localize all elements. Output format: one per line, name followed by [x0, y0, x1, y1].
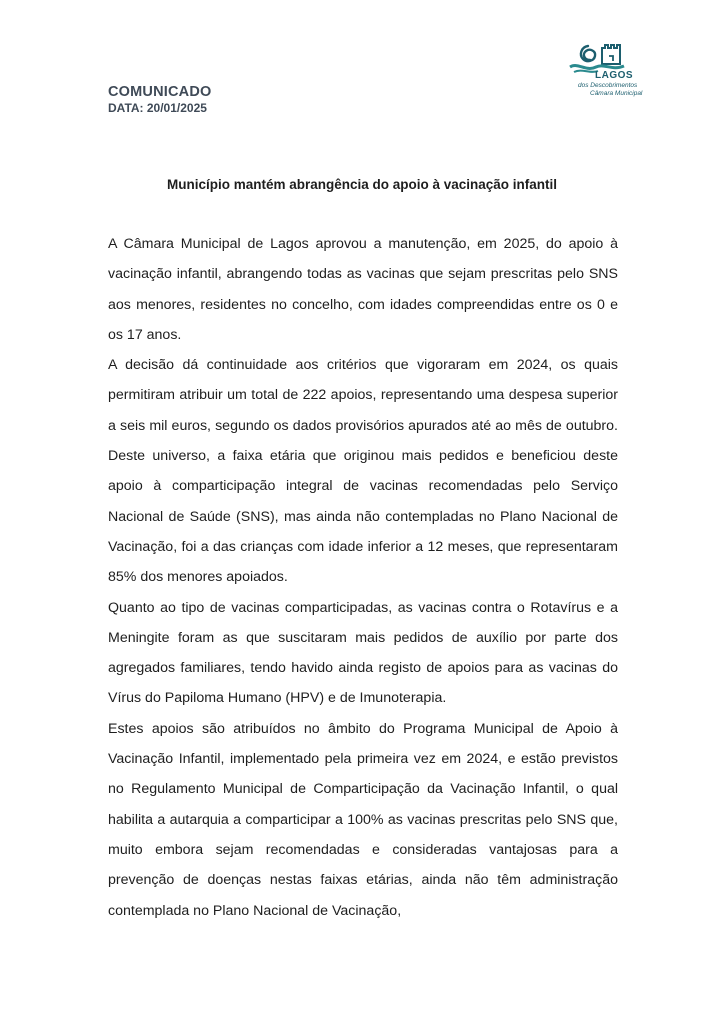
lagos-logo [568, 40, 643, 108]
document-body [108, 229, 618, 926]
page-title: Município mantém abrangência do apoio à vacinação infantil [166, 177, 558, 192]
paragraph: A decisão dá continuidade aos critérios que vigoraram em 2024, os quais permitiram atribuir um total de 222 apoios, representando uma despesa superior a seis mil euros, segundo os dados provisórios apurados até ao mês de outubro. Deste universo, a faixa etária que originou mais pedidos e beneficiou deste apoio à comparticipação integral de vacinas recomendadas pelo Serviço Nacional de Saúde (SNS), mas ainda não contempladas no Plano Nacional de Vacinação, foi a das crianças com idade inferior a 12 meses, que representaram 85% dos menores apoiados. [108, 357, 618, 586]
document-type: COMUNICADO [108, 84, 212, 100]
paragraph: Quanto ao tipo de vacinas comparticipadas, as vacinas contra o Rotavírus e a Meningite foram as que suscitaram mais pedidos de auxílio por parte dos agregados familiares, tendo havido ainda registo de apoios para as vacinas do Vírus do Papiloma Humano (HPV) e de Imunoterapia. [108, 599, 618, 707]
paragraph: A Câmara Municipal de Lagos aprovou a manutenção, em 2025, do apoio à vacinação infantil, abrangendo todas as vacinas que sejam prescritas pelo SNS aos menores, residentes no concelho, com idades compreendidas entre os 0 e os 17 anos. [108, 236, 618, 343]
logo-org: Câmara Municipal [590, 90, 643, 97]
logo-name: LAGOS [595, 70, 634, 81]
document-date: DATA: 20/01/2025 [108, 101, 207, 115]
document-header [108, 84, 212, 115]
logo-subtitle: dos Descobrimentos [578, 82, 638, 89]
paragraph: Estes apoios são atribuídos no âmbito do Programa Municipal de Apoio à Vacinação Infantil, implementado pela primeira vez em 2024, e estão previstos no Regulamento Municipal de Comparticipação da Vacinação Infantil, o qual habilita a autarquia a comparticipar a 100% as vacinas prescritas pelo SNS que, muito embora sejam recomendadas e consideradas vantajosas para a prevenção de doenças nestas faixas etárias, ainda não têm administração contemplada no Plano Nacional de Vacinação, [108, 720, 618, 919]
lagos-emblem-icon [568, 40, 640, 74]
